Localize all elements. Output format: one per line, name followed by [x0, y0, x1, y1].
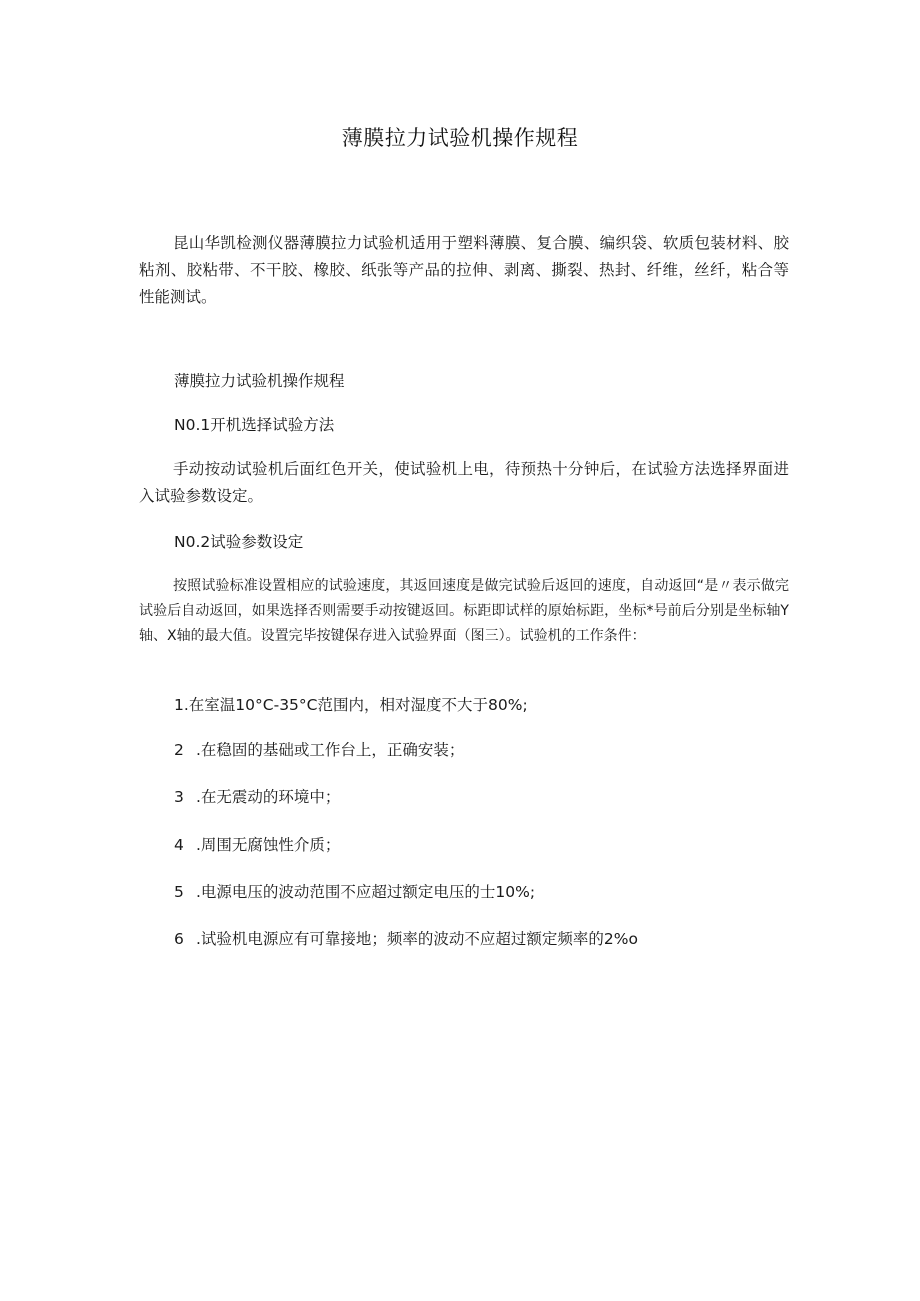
step1-body: 手动按动试验机后面红色开关，使试验机上电，待预热十分钟后，在试验方法选择界面进入试验参数设定。 [139, 460, 789, 505]
condition-number: 3 [174, 788, 184, 806]
condition-text: .在稳固的基础或工作台上，正确安装； [196, 741, 465, 759]
step2-heading: N0.2试验参数设定 [174, 533, 304, 551]
condition-text: .周围无腐蚀性介质； [196, 836, 341, 854]
condition-number: 4 [174, 836, 184, 854]
step1-heading: N0.1开机选择试验方法 [174, 416, 335, 434]
condition-number: 1 [174, 696, 184, 714]
condition-text: .试验机电源应有可靠接地；频率的波动不应超过额定频率的2%o [196, 930, 639, 948]
condition-number: 2 [174, 741, 184, 759]
intro-paragraph: 昆山华凯检测仪器薄膜拉力试验机适用于塑料薄膜、复合膜、编织袋、软质包装材料、胶粘剂、胶粘带、不干胶、橡胶、纸张等产品的拉伸、剥离、撕裂、热封、纤维，丝纤，粘合等性能测试。 [139, 234, 789, 306]
condition-item [174, 739, 464, 761]
condition-text: .在室温10°C-35°C范围内，相对湿度不大于80%; [183, 696, 528, 714]
condition-item [174, 786, 340, 808]
condition-number: 5 [174, 883, 184, 901]
condition-number: 6 [174, 930, 184, 948]
condition-item [174, 834, 340, 856]
condition-item [174, 928, 638, 950]
condition-item [174, 881, 535, 903]
condition-item [174, 694, 528, 716]
condition-text: .在无震动的环境中； [196, 788, 341, 806]
section-heading: 薄膜拉力试验机操作规程 [174, 372, 345, 390]
document-title: 薄膜拉力试验机操作规程 [341, 126, 579, 150]
condition-text: .电源电压的波动范围不应超过额定电压的士10%; [196, 883, 536, 901]
step2-body: 按照试验标准设置相应的试验速度，其返回速度是做完试验后返回的速度，自动返回“是〃表示做完试验后自动返回，如果选择否则需要手动按键返回。标距即试样的原始标距，坐标*号前后分别是坐标轴Y轴、X轴的最大值。设置完毕按键保存进入试验界面（图三）。试验机的工作条件： [139, 578, 789, 644]
